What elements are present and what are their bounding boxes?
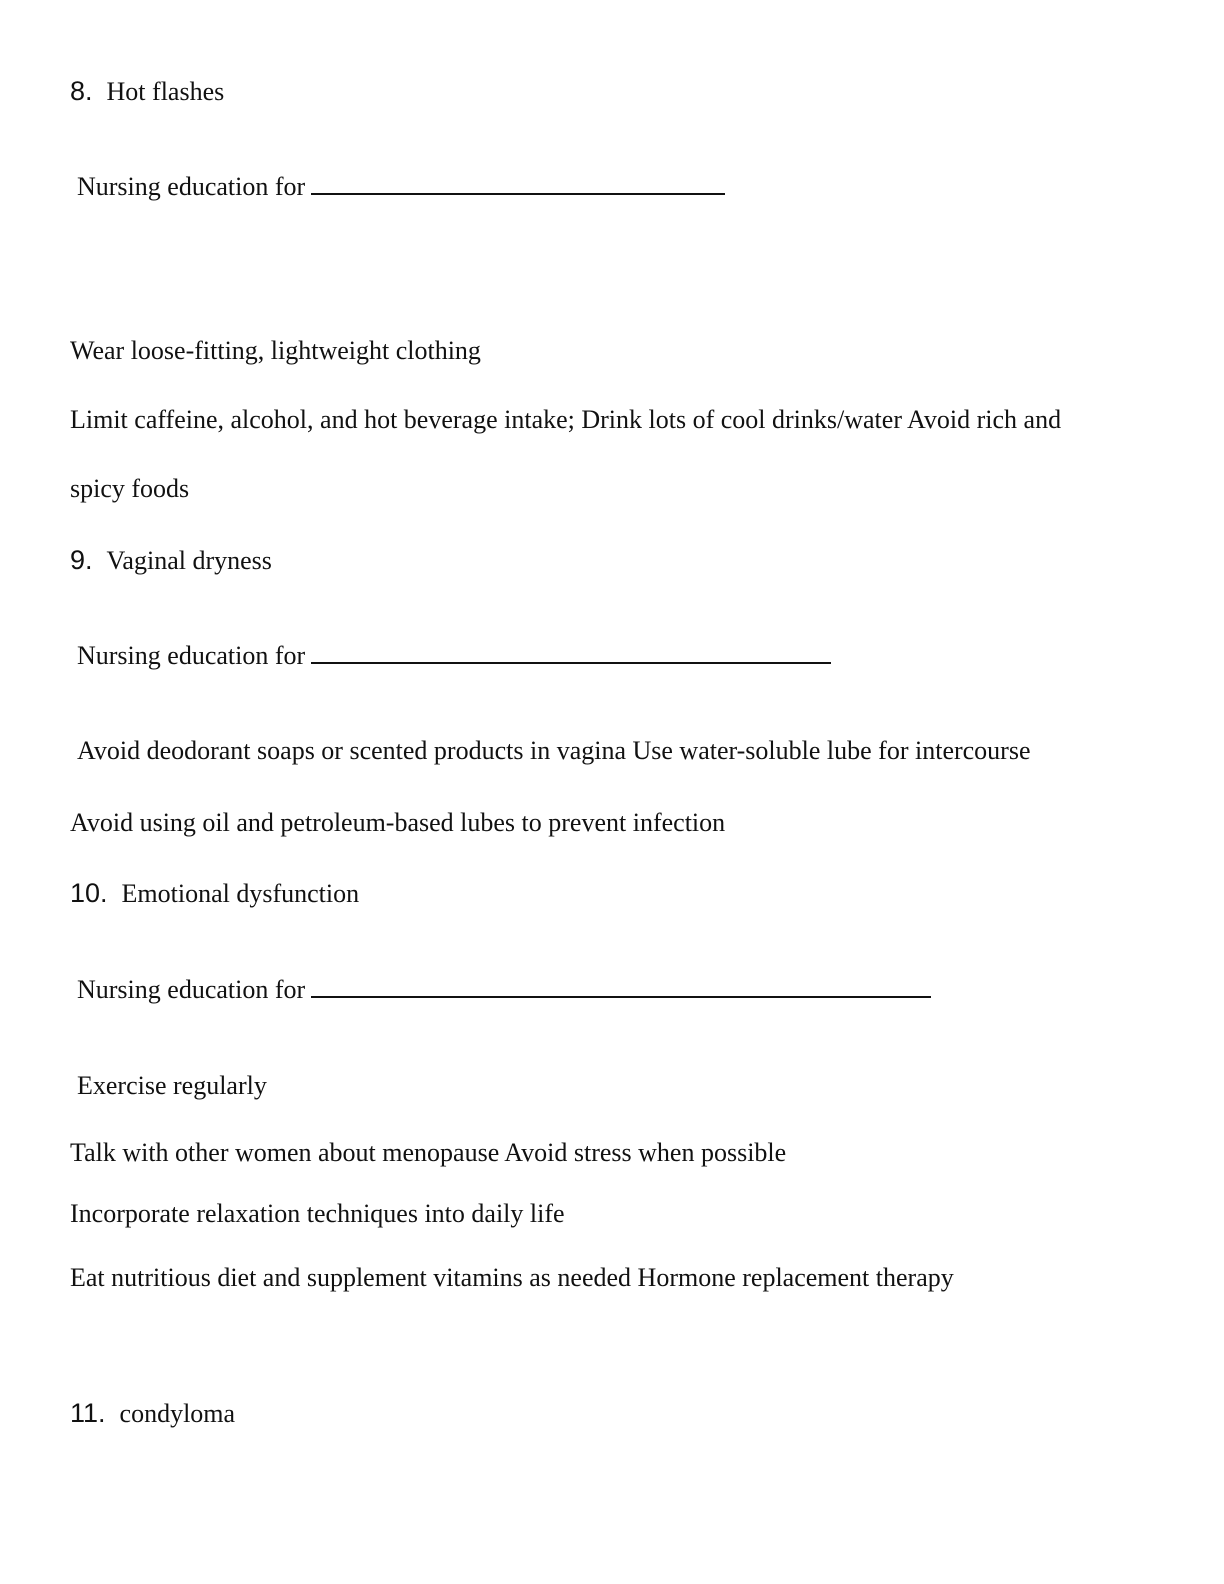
item-heading — [70, 878, 359, 909]
education-prompt — [77, 641, 831, 671]
education-label: Nursing education for — [77, 172, 306, 201]
item-number: 9. — [70, 545, 93, 575]
education-line: Avoid deodorant soaps or scented products in vagina Use water-soluble lube for intercourse — [77, 736, 1031, 765]
education-label: Nursing education for — [77, 641, 306, 670]
item-heading — [70, 545, 272, 576]
education-prompt — [77, 975, 931, 1005]
item-title: Emotional dysfunction — [121, 879, 360, 908]
education-label: Nursing education for — [77, 975, 306, 1004]
item-title: Hot flashes — [106, 77, 225, 106]
item-heading — [70, 76, 224, 107]
item-heading — [70, 1398, 235, 1429]
education-line: Eat nutritious diet and supplement vitamins as needed Hormone replacement therapy — [70, 1263, 954, 1292]
education-line: Exercise regularly — [77, 1071, 267, 1100]
education-line: spicy foods — [70, 474, 190, 503]
item-title: condyloma — [119, 1399, 236, 1428]
education-line: Wear loose-fitting, lightweight clothing — [70, 336, 481, 365]
education-line: Avoid using oil and petroleum-based lubes to prevent infection — [70, 808, 726, 837]
item-number: 8. — [70, 76, 93, 106]
answer-blank[interactable] — [311, 173, 725, 195]
education-line: Limit caffeine, alcohol, and hot beverage intake; Drink lots of cool drinks/water Avoid rich and — [70, 405, 1062, 434]
answer-blank[interactable] — [311, 642, 831, 664]
item-title: Vaginal dryness — [106, 546, 272, 575]
education-line: Talk with other women about menopause Avoid stress when possible — [70, 1138, 787, 1167]
answer-blank[interactable] — [311, 976, 931, 998]
item-number: 11. — [70, 1398, 106, 1428]
education-prompt — [77, 172, 725, 202]
education-line: Incorporate relaxation techniques into daily life — [70, 1199, 565, 1228]
item-number: 10. — [70, 878, 108, 908]
